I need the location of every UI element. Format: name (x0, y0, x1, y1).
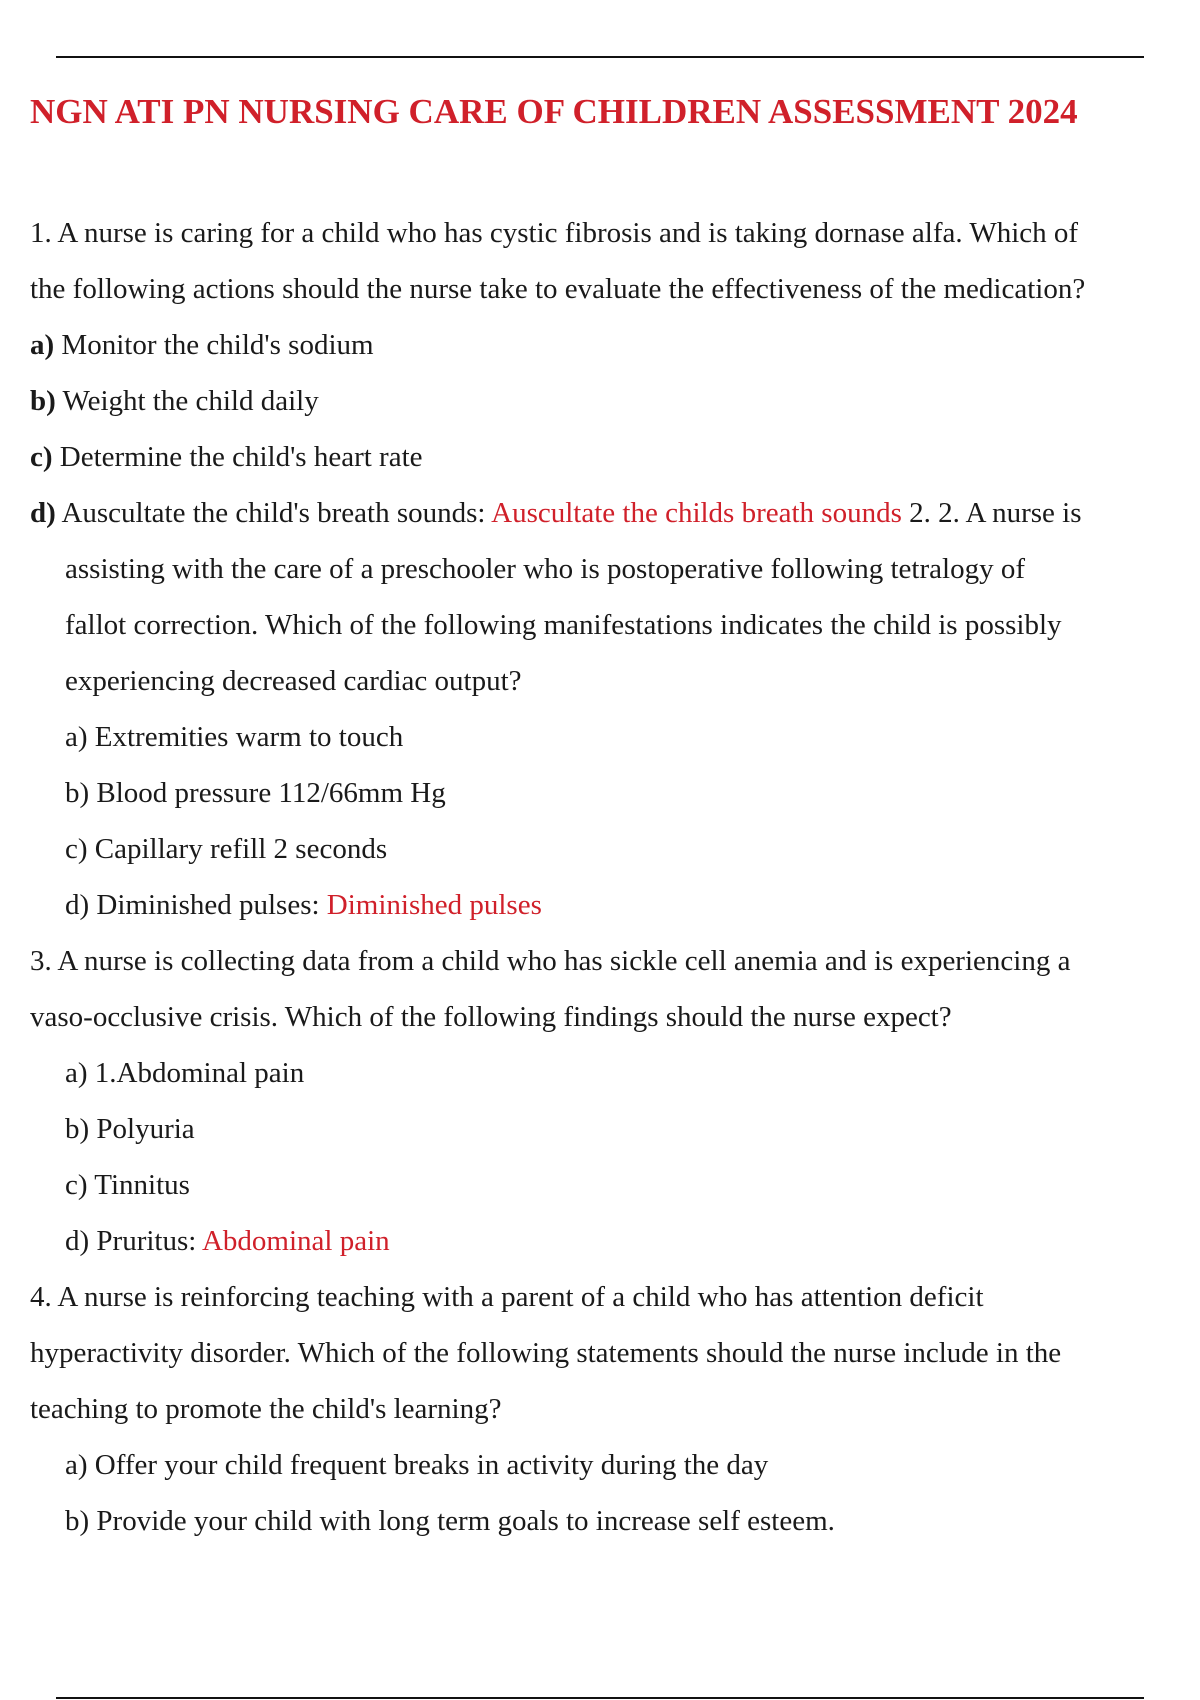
answer-highlight: Auscultate the childs breath sounds (491, 497, 902, 529)
question-3-option-d (30, 1213, 1200, 1269)
question-3-option-b: b) Polyuria (65, 1113, 195, 1145)
question-1-option-d (30, 485, 1200, 541)
document-title: NGN ATI PN NURSING CARE OF CHILDREN ASSESSMENT 2024 (30, 92, 1078, 131)
question-2-option-d (30, 877, 1200, 933)
question-list (30, 205, 1200, 1549)
question-1-stem-line-1: 1. A nurse is caring for a child who has cystic fibrosis and is taking dornase alfa. Which of (30, 217, 1079, 249)
question-3-stem-line-1: 3. A nurse is collecting data from a child who has sickle cell anemia and is experiencing a (30, 945, 1071, 977)
option-text: Monitor the child's sodium (54, 329, 374, 361)
question-4-option-b: b) Provide your child with long term goals to increase self esteem. (65, 1505, 835, 1537)
question-1-option-b (30, 373, 1200, 429)
question-2-stem-line-2: fallot correction. Which of the following manifestations indicates the child is possibly (65, 609, 1062, 641)
top-divider (56, 56, 1144, 58)
question-3-stem-line-2: vaso-occlusive crisis. Which of the following findings should the nurse expect? (30, 1001, 952, 1033)
question-4-stem-line-2: hyperactivity disorder. Which of the following statements should the nurse include in the (30, 1337, 1062, 1369)
option-label: c) (30, 441, 53, 473)
question-2-option-c: c) Capillary refill 2 seconds (65, 833, 388, 865)
question-2-option-b: b) Blood pressure 112/66mm Hg (65, 777, 446, 809)
option-text: d) Diminished pulses: (65, 889, 327, 921)
question-1-option-a (30, 317, 1200, 373)
question-4-stem-line-1: 4. A nurse is reinforcing teaching with a parent of a child who has attention deficit (30, 1281, 984, 1313)
option-text: d) Pruritus: (65, 1225, 202, 1257)
option-label: a) (30, 329, 55, 361)
question-1-stem-line-2: the following actions should the nurse take to evaluate the effectiveness of the medication? (30, 273, 1086, 305)
bottom-divider (56, 1697, 1144, 1699)
answer-highlight: Diminished pulses (326, 889, 542, 921)
option-tail: 2. 2. A nurse is (901, 497, 1082, 529)
question-4-stem-line-3: teaching to promote the child's learning? (30, 1393, 502, 1425)
question-2-option-a: a) Extremities warm to touch (65, 721, 404, 753)
option-text: Determine the child's heart rate (52, 441, 423, 473)
question-2-stem-line-3: experiencing decreased cardiac output? (65, 665, 522, 697)
question-3-option-a: a) 1.Abdominal pain (65, 1057, 305, 1089)
question-4-option-a: a) Offer your child frequent breaks in activity during the day (65, 1449, 769, 1481)
option-text: Weight the child daily (55, 385, 319, 417)
question-1-option-c (30, 429, 1200, 485)
option-label: b) (30, 385, 56, 417)
option-text: Auscultate the child's breath sounds: (55, 497, 492, 529)
question-2-stem-line-1: assisting with the care of a preschooler who is postoperative following tetralogy of (65, 553, 1025, 585)
option-label: d) (30, 497, 56, 529)
question-3-option-c: c) Tinnitus (65, 1169, 190, 1201)
answer-highlight: Abdominal pain (201, 1225, 390, 1257)
